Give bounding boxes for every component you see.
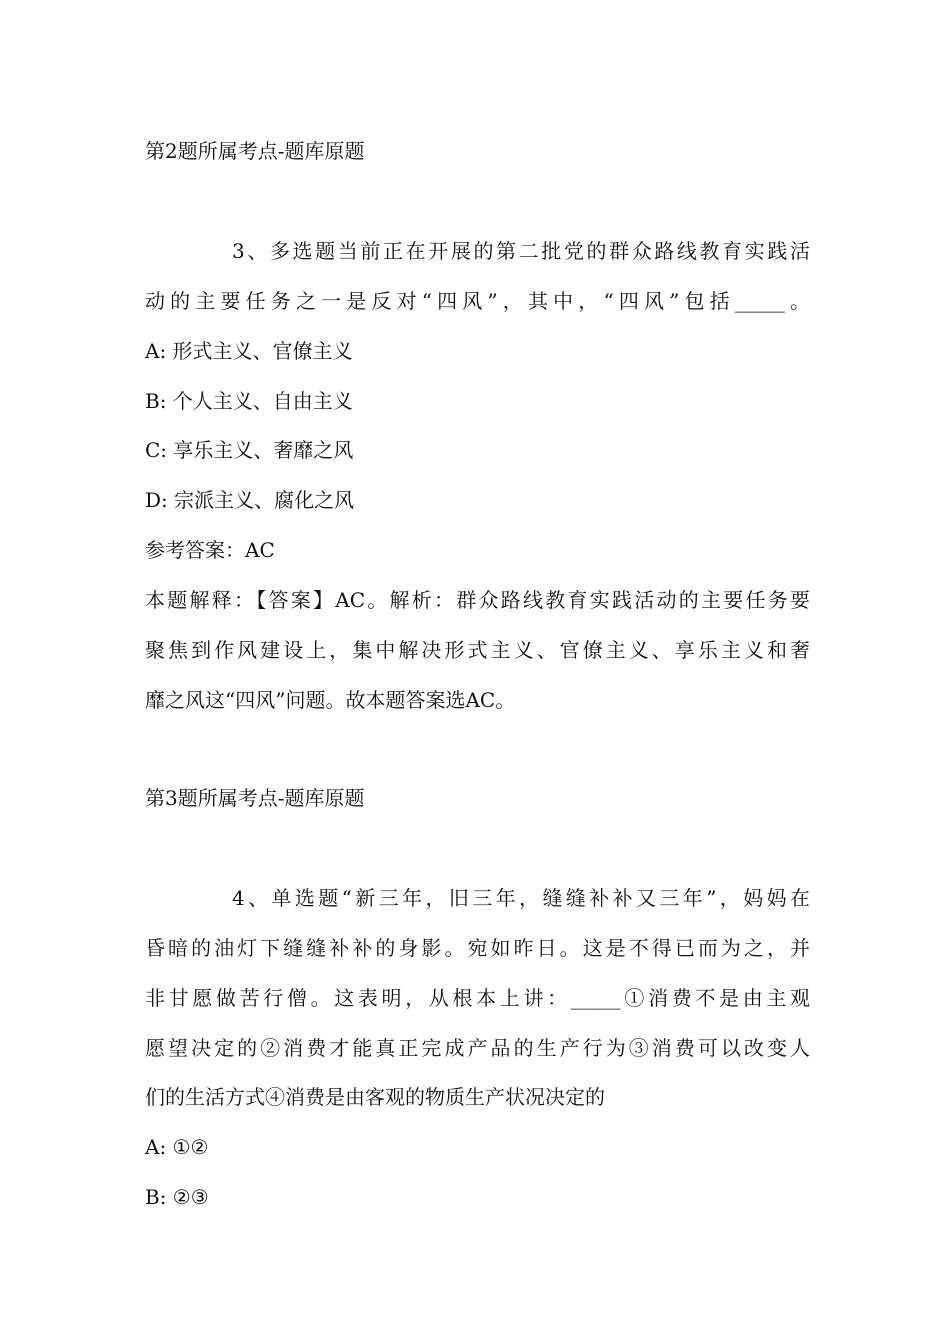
- q3-explanation-line-2: 聚焦到作风建设上，集中解决形式主义、官僚主义、享乐主义和奢: [145, 638, 810, 662]
- q3-option-d: D: 宗派主义、腐化之风: [145, 488, 355, 512]
- q3-option-a: A: 形式主义、官僚主义: [145, 339, 353, 363]
- q3-option-c: C: 享乐主义、奢靡之风: [145, 438, 354, 462]
- section-3-footer: 第3题所属考点-题库原题: [145, 786, 365, 810]
- q4-stem-line-5: 们的生活方式④消费是由客观的物质生产状况决定的: [145, 1085, 605, 1109]
- q3-stem-line-1: 3、多选题当前正在开展的第二批党的群众路线教育实践活: [232, 239, 810, 263]
- q3-answer: 参考答案：AC: [145, 538, 275, 562]
- q4-option-a: A: ①②: [145, 1135, 209, 1159]
- q3-explanation-line-1: 本题解释：【答案】AC。解析：群众路线教育实践活动的主要任务要: [145, 588, 810, 612]
- q4-stem-line-1: 4、单选题“新三年，旧三年，缝缝补补又三年”，妈妈在: [232, 886, 810, 910]
- q4-stem-line-2: 昏暗的油灯下缝缝补补的身影。宛如昨日。这是不得已而为之，并: [145, 936, 810, 960]
- q3-explanation-line-3: 靡之风这“四风”问题。故本题答案选AC。: [145, 688, 516, 712]
- q4-stem-line-4: 愿望决定的②消费才能真正完成产品的生产行为③消费可以改变人: [145, 1036, 810, 1060]
- q4-option-b: B: ②③: [145, 1185, 209, 1209]
- q3-option-b: B: 个人主义、自由主义: [145, 389, 353, 413]
- q4-stem-line-3: 非甘愿做苦行僧。这表明，从根本上讲：_____①消费不是由主观: [145, 986, 810, 1010]
- q3-stem-line-2: 动的主要任务之一是反对“四风”，其中，“四风”包括_____。: [145, 289, 810, 313]
- section-2-footer: 第2题所属考点-题库原题: [145, 139, 365, 163]
